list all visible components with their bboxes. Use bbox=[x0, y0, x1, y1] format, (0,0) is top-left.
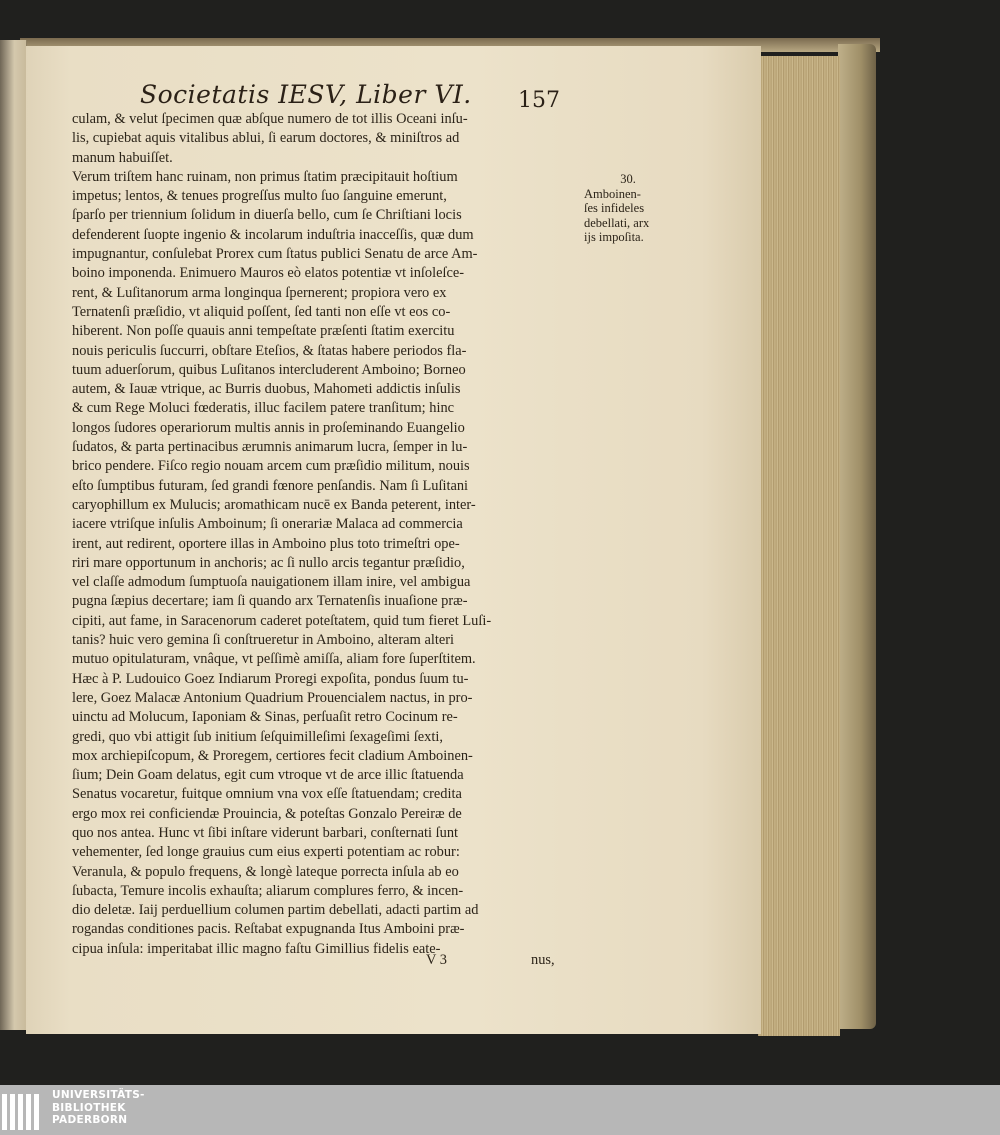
text-line: lis, cupiebat aquis vitalibus ablui, ſi earum doctores, & miniſtros ad bbox=[72, 130, 460, 147]
text-line: hiberent. Non poſſe quauis anni tempeſtate præſenti ſtatim exercitu bbox=[72, 323, 455, 340]
text-line: tuum aduerſorum, quibus Luſitanos intercluderent Amboino; Borneo bbox=[72, 361, 466, 378]
text-line: lere, Goez Malacæ Antonium Quadrium Prouencialem nactus, in pro- bbox=[72, 689, 473, 706]
text-line: boino imponenda. Enimuero Mauros eò elatos potentiæ vt inſoleſce- bbox=[72, 265, 465, 282]
text-line: longos ſudores operariorum multis annis in proſeminando Euangelio bbox=[72, 419, 465, 436]
text-line: Ternatenſi præſidio, vt aliquid poſſent, ſed tanti non eſſe vt eos co- bbox=[72, 303, 451, 320]
text-line: uinctu ad Molucum, Iaponiam & Sinas, perſuaſit retro Cocinum re- bbox=[72, 709, 458, 726]
text-line: defenderent ſuopte ingenio & incolarum induſtria inacceſſis, quæ dum bbox=[72, 226, 474, 243]
text-line: iacere vtriſque inſulis Amboinum; ſi onerariæ Malaca ad commercia bbox=[72, 516, 463, 533]
text-line: Senatus vocaretur, fuitque omnium vna vox eſſe ſtatuendam; credita bbox=[72, 786, 462, 803]
text-line: nouis periculis ſuccurri, obſtare Eteſios, & ſtatas habere periodos fla- bbox=[72, 342, 467, 359]
text-line: vehementer, ſed longe grauius cum eius experti potentiam ac robur: bbox=[72, 844, 460, 861]
text-line: dio deletæ. Iaij perduellium columen partim debellati, adacti partim ad bbox=[72, 902, 479, 919]
running-title: Societatis IESV, Liber VI. bbox=[140, 80, 472, 109]
margin-note-line: Amboinen- bbox=[584, 186, 641, 201]
text-line: pugna ſæpius decertare; iam ſi quando arx Ternatenſis inuaſione præ- bbox=[72, 593, 468, 610]
text-line: Veranula, & populo frequens, & longè lateque porrecta inſula ab eo bbox=[72, 863, 459, 880]
text-line: ſium; Dein Goam delatus, egit cum vtroque vt de arce illic ſtatuenda bbox=[72, 767, 464, 784]
text-line: cipua inſula: imperitabat illic magno faſtu Gimillius fidelis eate- bbox=[72, 940, 441, 957]
margin-note-line: ijs impoſita. bbox=[584, 230, 644, 244]
text-line: & cum Rege Moluci fœderatis, illuc facilem patere tranſitum; hinc bbox=[72, 400, 455, 417]
text-line: ſudatos, & parta pertinacibus ærumnis animarum lucra, ſemper in lu- bbox=[72, 439, 468, 456]
text-line: Hæc à P. Ludouico Goez Indiarum Proregi expoſita, pondus ſuum tu- bbox=[72, 670, 469, 687]
book-cover-right bbox=[838, 44, 876, 1029]
footer-bar bbox=[0, 1085, 1000, 1135]
text-line: ſparſo per triennium ſolidum in diuerſa bello, cum ſe Chriſtiani locis bbox=[72, 207, 462, 224]
logo-line: PADERBORN bbox=[52, 1114, 128, 1126]
library-logo-icon bbox=[0, 1088, 46, 1132]
text-line: autem, & Iauæ vtrique, ac Burris duobus, Mahometi addictis inſulis bbox=[72, 381, 461, 398]
catchword: nus, bbox=[531, 952, 555, 968]
text-line: vel claſſe admodum ſumptuoſa nauigationem illam inire, vel ambigua bbox=[72, 574, 471, 591]
signature-mark: V 3 bbox=[426, 952, 447, 968]
text-line: quo nos antea. Hunc vt ſibi inſtare viderunt barbari, conſternati ſunt bbox=[72, 824, 459, 841]
left-page-edge bbox=[0, 40, 27, 1030]
text-line: culam, & velut ſpecimen quæ abſque numero de tot illis Oceani inſu- bbox=[72, 111, 468, 127]
text-line: manum habuiſſet. bbox=[72, 149, 173, 166]
text-line: ſubacta, Temure incolis exhauſta; aliarum complures ferro, & incen- bbox=[72, 882, 464, 899]
page-fore-edge bbox=[758, 56, 840, 1036]
margin-note-number: 30. bbox=[620, 172, 636, 186]
text-line: irent, aut redirent, oportere illas in Amboino plus toto trimeſtri ope- bbox=[72, 535, 460, 552]
text-line: caryophillum ex Mulucis; aromathicam nucē ex Banda peterent, inter- bbox=[72, 496, 476, 513]
body-text bbox=[72, 110, 564, 959]
margin-note-line: ſes infideles bbox=[584, 201, 645, 215]
text-line: impugnantur, conſulebat Prorex cum ſtatus publici Senatu de arce Am- bbox=[72, 246, 478, 263]
text-line: riri mare opportunum in anchoris; ac ſi nullo arcis tegantur præſidio, bbox=[72, 554, 465, 571]
text-line: eſto ſumptibus futuram, ſed grandi fœnore penſandis. Nam ſi Luſitani bbox=[72, 477, 469, 494]
library-logo-text bbox=[52, 1089, 145, 1127]
text-line: gredi, quo vbi attigit ſub initium ſeſquimilleſimi ſexageſimi ſexti, bbox=[72, 728, 443, 745]
text-line: rogandas conditiones pacis. Reſtabat expugnanda Itus Amboini præ- bbox=[72, 921, 465, 938]
text-line: rent, & Luſitanorum arma longinqua ſpernerent; propiora vero ex bbox=[72, 284, 447, 301]
text-line: mutuo opitulaturam, vnâque, vt peſſimè amiſſa, aliam fore ſuperſtitem. bbox=[72, 651, 476, 668]
logo-line: UNIVERSITÄTS- bbox=[52, 1089, 145, 1101]
page-number: 157 bbox=[518, 88, 560, 113]
logo-line: BIBLIOTHEK bbox=[52, 1101, 126, 1114]
text-line: Verum triſtem hanc ruinam, non primus ſtatim præcipitauit hoſtium bbox=[72, 168, 458, 185]
text-line: mox archiepiſcopum, & Proregem, certiores fecit cladium Amboinen- bbox=[72, 747, 473, 764]
text-line: ergo mox rei conficiendæ Prouincia, & poteſtas Gonzalo Pereiræ de bbox=[72, 805, 462, 822]
margin-note-line: debellati, arx bbox=[584, 215, 650, 230]
text-line: tanis? huic vero gemina ſi conſtrueretur in Amboino, alteram alteri bbox=[72, 632, 455, 649]
margin-note bbox=[584, 172, 662, 245]
text-line: impetus; lentos, & tenues progreſſus multo ſuo ſanguine emerunt, bbox=[72, 188, 447, 205]
text-line: brico pendere. Fiſco regio nouam arcem cum præſidio militum, nouis bbox=[72, 458, 470, 475]
text-line: cipiti, aut fame, in Saracenorum caderet poteſtatem, quid tum fieret Luſi- bbox=[72, 612, 492, 629]
